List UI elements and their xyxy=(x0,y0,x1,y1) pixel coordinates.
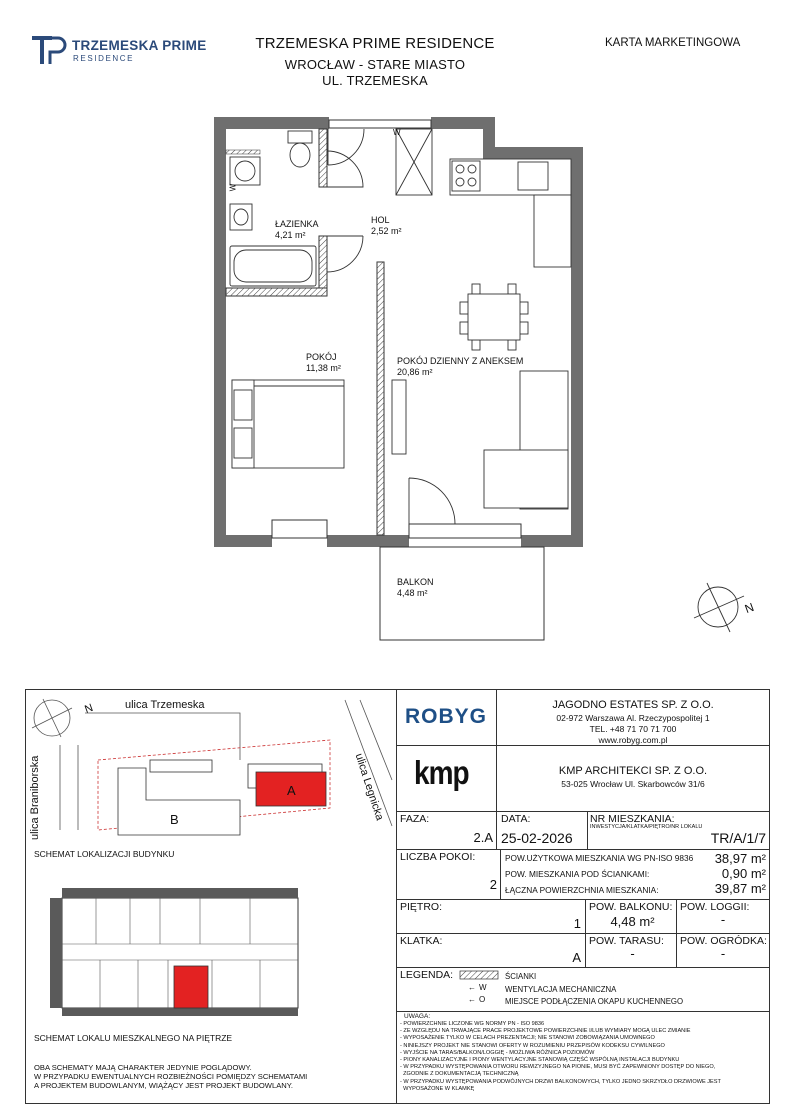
vent-mark-bath: W xyxy=(228,183,238,192)
notes-list xyxy=(400,1021,766,1093)
brand-sub: RESIDENCE xyxy=(73,54,135,63)
disclaimer-2: W PRZYPADKU EWENTUALNYCH ROZBIEŻNOŚCI POMIĘDZY SCHEMATAMI xyxy=(34,1072,308,1081)
architect-name: KMP ARCHITEKCI SP. Z O.O. xyxy=(558,765,708,777)
disclaimer-3: A PROJEKTEM BUDOWLANYM, WIĄŻĄCY JEST PROJEKT BUDOWLANY. xyxy=(34,1081,293,1090)
disclaimer-1: OBA SCHEMATY MAJĄ CHARAKTER JEDYNIE POGLĄDOWY. xyxy=(34,1063,252,1072)
room-hall-area: 2,52 m² xyxy=(371,226,402,236)
apartment-no-value: TR/A/1/7 xyxy=(710,830,766,846)
terrace-value: - xyxy=(630,946,635,961)
north-mark-site: N xyxy=(83,702,95,716)
apartment-highlight xyxy=(174,966,208,1008)
room-living-area: 20,86 m² xyxy=(397,367,433,377)
note-item: - ZE WZGLĘDU NA TRWAJĄCE PRACE PROJEKTOWE POWIERZCHNIE I/LUB WYMIARY MOGĄ ULEC ZMIANIE xyxy=(400,1028,691,1035)
total-area-label: ŁĄCZNA POWIERZCHNIA MIESZKANIA: xyxy=(505,885,659,895)
vent-mark: W xyxy=(393,128,401,137)
note-item: WYPOSAŻONE W KLAMKĘ xyxy=(400,1085,475,1092)
stair-label: KLATKA: xyxy=(400,935,443,947)
street-line: UL. TRZEMESKA xyxy=(322,73,428,88)
location-line: WROCŁAW - STARE MIASTO xyxy=(284,57,466,72)
usable-area-value: 38,97 m² xyxy=(714,851,766,866)
legend-hood: MIEJSCE PODŁĄCZENIA OKAPU KUCHENNEGO xyxy=(505,997,684,1006)
north-mark: N xyxy=(742,599,756,617)
room-bedroom-name: POKÓJ xyxy=(306,352,337,362)
developer-address: 02-972 Warszawa Al. Rzeczypospolitej 1 xyxy=(556,713,710,723)
faza-label: FAZA: xyxy=(400,813,430,825)
room-balcony-name: BALKON xyxy=(397,577,434,587)
legend-hood-mark: O xyxy=(479,995,486,1004)
developer-tel: TEL. +48 71 70 71 700 xyxy=(589,724,677,734)
street-trzemeska: ulica Trzemeska xyxy=(125,699,205,711)
under-walls-label: POW. MIESZKANIA POD ŚCIANKAMI: xyxy=(505,869,650,879)
page-title: TRZEMESKA PRIME RESIDENCE xyxy=(255,35,495,52)
note-item: - POWIERZCHNIE LICZONE WG NORMY PN - ISO 9836 xyxy=(400,1021,545,1027)
architect-logo: kmp xyxy=(414,753,469,791)
developer-web: www.robyg.com.pl xyxy=(598,735,668,745)
note-item: - WYPOSAŻENIE TYLKO W CELACH PREZENTACJI; NIE STANOWI ZOBOWIĄZANIA UMOWNEGO xyxy=(400,1035,655,1042)
date-label: DATA: xyxy=(501,813,531,825)
room-bathroom-name: ŁAZIENKA xyxy=(275,219,319,229)
room-living-name: POKÓJ DZIENNY Z ANEKSEM xyxy=(397,356,524,366)
garden-label: POW. OGRÓDKA: xyxy=(680,935,767,947)
room-balcony-area: 4,48 m² xyxy=(397,588,428,598)
developer-name: JAGODNO ESTATES SP. Z O.O. xyxy=(552,699,714,711)
terrace-label: POW. TARASU: xyxy=(589,935,664,947)
room-bedroom-area: 11,38 m² xyxy=(306,363,341,373)
legend-vent: WENTYLACJA MECHANICZNA xyxy=(505,985,617,994)
balcony-value: 4,48 m² xyxy=(610,914,655,929)
architect-address: 53-025 Wrocław Ul. Skarbowców 31/6 xyxy=(561,779,705,789)
note-item: - WYJŚCIE NA TARAS/BALKON/LOGGIĘ - MOŻLIWA RÓŻNICA POZIOMÓW xyxy=(400,1049,595,1056)
legend-vent-arrow-icon: ← xyxy=(468,983,476,992)
date-value: 25-02-2026 xyxy=(501,830,573,846)
legend-vent-mark: W xyxy=(479,983,487,992)
brand-name: TRZEMESKA PRIME xyxy=(72,38,207,53)
site-caption: SCHEMAT LOKALIZACJI BUDYNKU xyxy=(34,849,175,859)
room-bathroom-area: 4,21 m² xyxy=(275,230,306,240)
faza-value: 2.A xyxy=(473,830,493,845)
note-item: - NINIEJSZY PROJEKT NIE STANOWI OFERTY W ROZUMIENIU PRZEPISÓW KODEKSU CYWILNEGO xyxy=(400,1042,665,1049)
usable-area-label: POW.UŻYTKOWA MIESZKANIA WG PN-ISO 9836 xyxy=(505,853,694,863)
loggia-value: - xyxy=(720,912,726,927)
apartment-no-sub: INWESTYCJA/KLATKA/PIĘTRO/NR LOKALU xyxy=(590,824,703,830)
floor-label: PIĘTRO: xyxy=(400,901,443,913)
note-item: - W PRZYPADKU WYSTĘPOWANIA OTWORU REWIZYJNEGO NA PIONIE, MUSI BYĆ ZAPEWNIONY DOSTĘP DO NIEGO, xyxy=(400,1064,716,1071)
garden-value: - xyxy=(720,946,726,961)
notes-title: UWAGA: xyxy=(404,1013,431,1020)
hatch-swatch-icon xyxy=(460,971,500,981)
stair-value: A xyxy=(572,950,581,965)
legend-walls: ŚCIANKI xyxy=(505,972,537,981)
apartment-no-label: NR MIESZKANIA: xyxy=(590,813,675,825)
room-hall-name: HOL xyxy=(371,215,390,225)
building-b-label: B xyxy=(170,812,179,827)
developer-logo: ROBYG xyxy=(405,705,488,728)
balcony-label: POW. BALKONU: xyxy=(589,901,673,913)
under-walls-value: 0,90 m² xyxy=(721,866,766,881)
legend-label: LEGENDA: xyxy=(400,969,454,981)
note-item: - PIONY KANALIZACYJNE I PIONY WENTYLACYJNE STANOWIĄ CZĘŚĆ WSPÓLNĄ INSTALACJI BUDYNKU xyxy=(400,1057,680,1064)
street-braniborska: ulica Braniborska xyxy=(29,755,41,840)
card-type: KARTA MARKETINGOWA xyxy=(605,37,741,49)
total-area-value: 39,87 m² xyxy=(714,881,766,896)
rooms-label: LICZBA POKOI: xyxy=(400,851,476,863)
note-item: ZGODNIE Z DOKUMENTACJĄ TECHNICZNĄ xyxy=(400,1071,519,1078)
building-a-label: A xyxy=(287,783,296,798)
rooms-value: 2 xyxy=(489,877,497,892)
legend-hood-arrow-icon: ← xyxy=(468,995,476,1004)
loggia-label: POW. LOGGII: xyxy=(680,901,750,913)
floor-caption: SCHEMAT LOKALU MIESZKALNEGO NA PIĘTRZE xyxy=(34,1033,233,1043)
street-legnicka: ulica Legnicka xyxy=(352,752,386,823)
note-item: - W PRZYPADKU WYSTĘPOWANIA PODWÓJNYCH DRZWI BALKONOWYCH, TYLKO JEDNO SKRZYDŁO DRZWIOWE JEST xyxy=(400,1078,721,1085)
floor-value: 1 xyxy=(573,916,581,931)
